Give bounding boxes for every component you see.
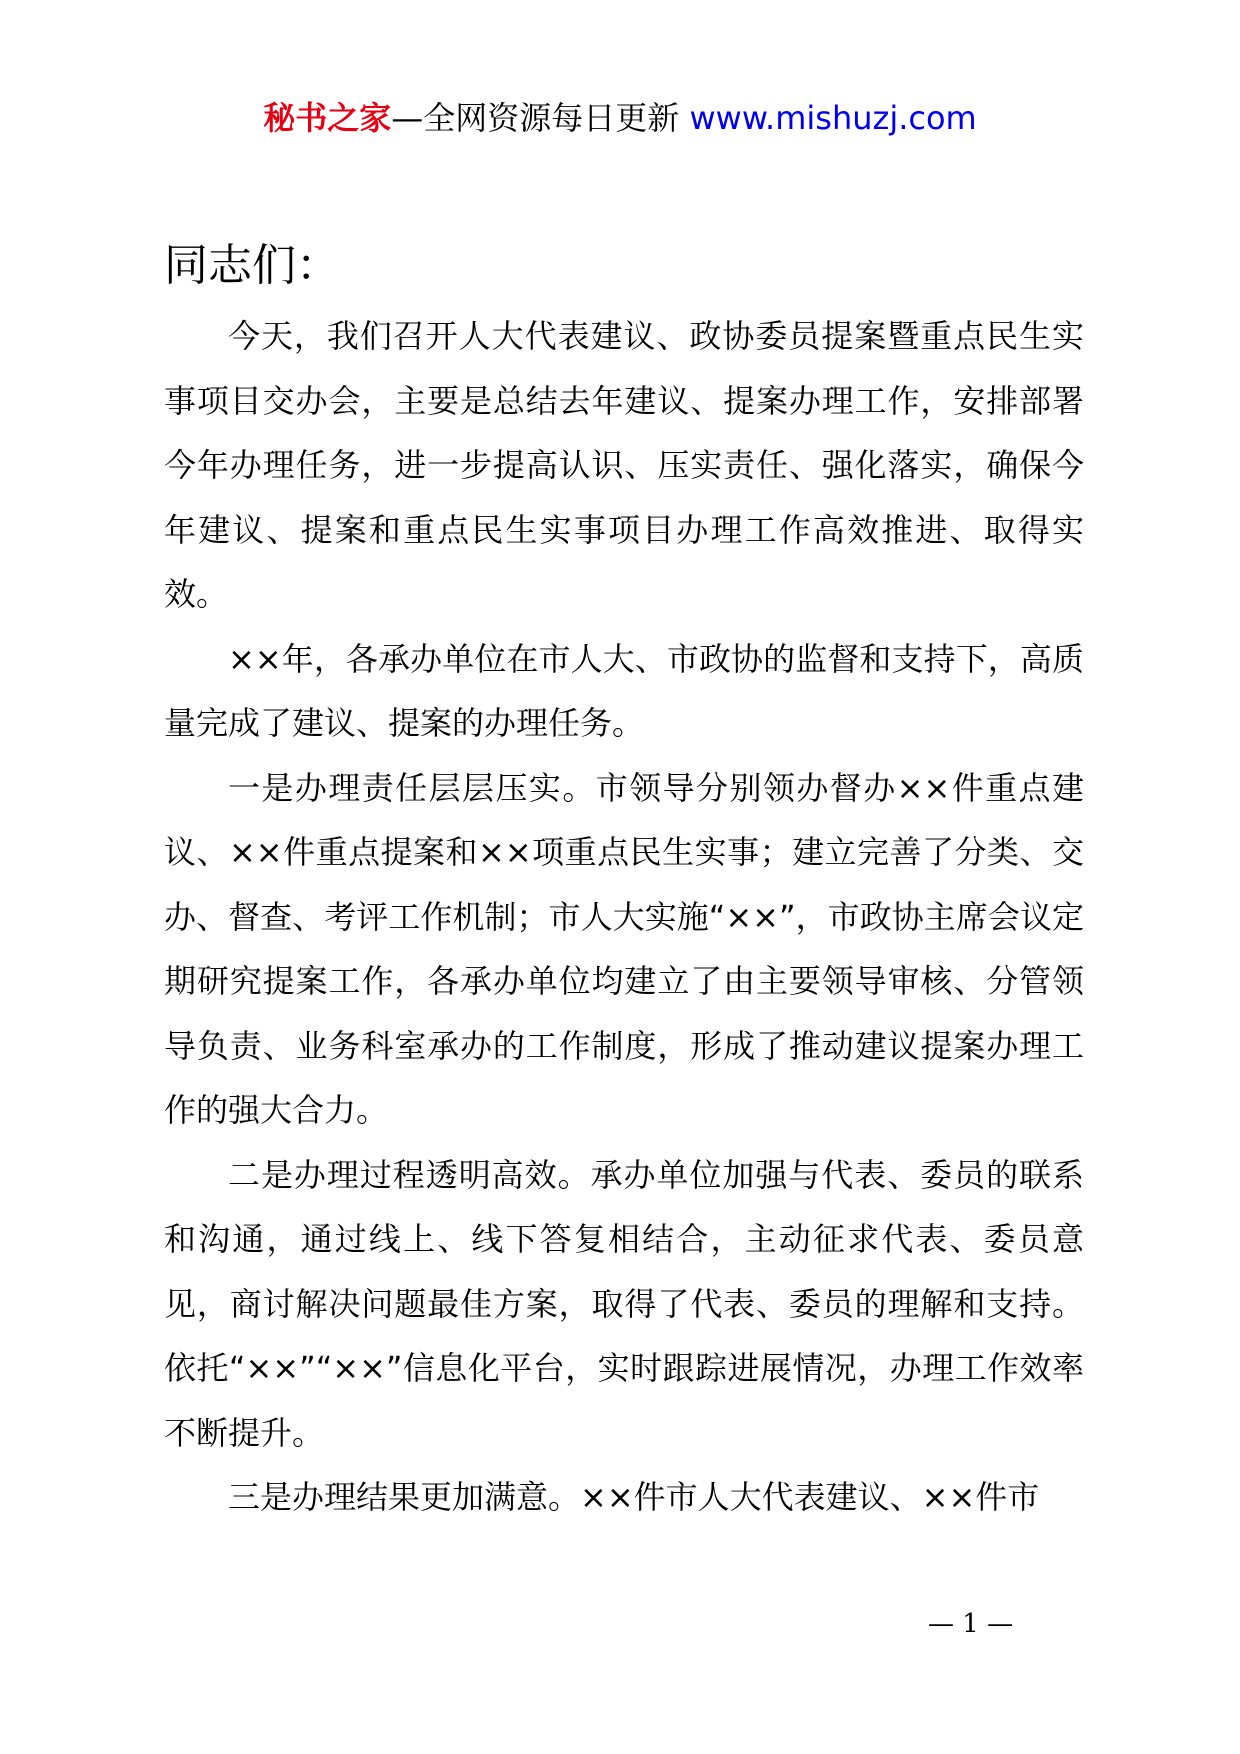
website-link[interactable]: www.mishuzj.com	[689, 99, 977, 137]
brand-name: 秘书之家	[263, 99, 392, 137]
paragraph-point-three: 三是办理结果更加满意。××件市人大代表建议、××件市	[228, 1478, 1040, 1516]
paragraph-intro: 今天，我们召开人大代表建议、政协委员提案暨重点民生实事项目交办会，主要是总结去年建议、提案办理工作，安排部署今年办理任务，进一步提高认识、压实责任、强化落实，确保今年建议、提案和重点民生实事项目办理工作高效推进、取得实效。	[164, 317, 1084, 613]
paragraph-point-one: 一是办理责任层层压实。市领导分别领办督办××件重点建议、××件重点提案和××项重点民生实事；建立完善了分类、交办、督查、考评工作机制；市人大实施“××”，市政协主席会议定期研究提案工作，各承办单位均建立了由主要领导审核、分管领导负责、业务科室承办的工作制度，形成了推动建议提案办理工作的强大合力。	[164, 768, 1084, 1129]
header-tagline: —全网资源每日更新	[391, 99, 690, 137]
site-header	[0, 98, 1240, 138]
document-body	[164, 304, 1084, 1530]
paragraph-summary: ××年，各承办单位在市人大、市政协的监督和支持下，高质量完成了建议、提案的办理任务。	[164, 639, 1084, 742]
salutation: 同志们：	[164, 240, 340, 291]
paragraph-point-two: 二是办理过程透明高效。承办单位加强与代表、委员的联系和沟通，通过线上、线下答复相结合，主动征求代表、委员意见，商讨解决问题最佳方案，取得了代表、委员的理解和支持。依托“××”“××”信息化平台，实时跟踪进展情况，办理工作效率不断提升。	[164, 1155, 1084, 1452]
page-number: — 1 —	[928, 1609, 1014, 1639]
